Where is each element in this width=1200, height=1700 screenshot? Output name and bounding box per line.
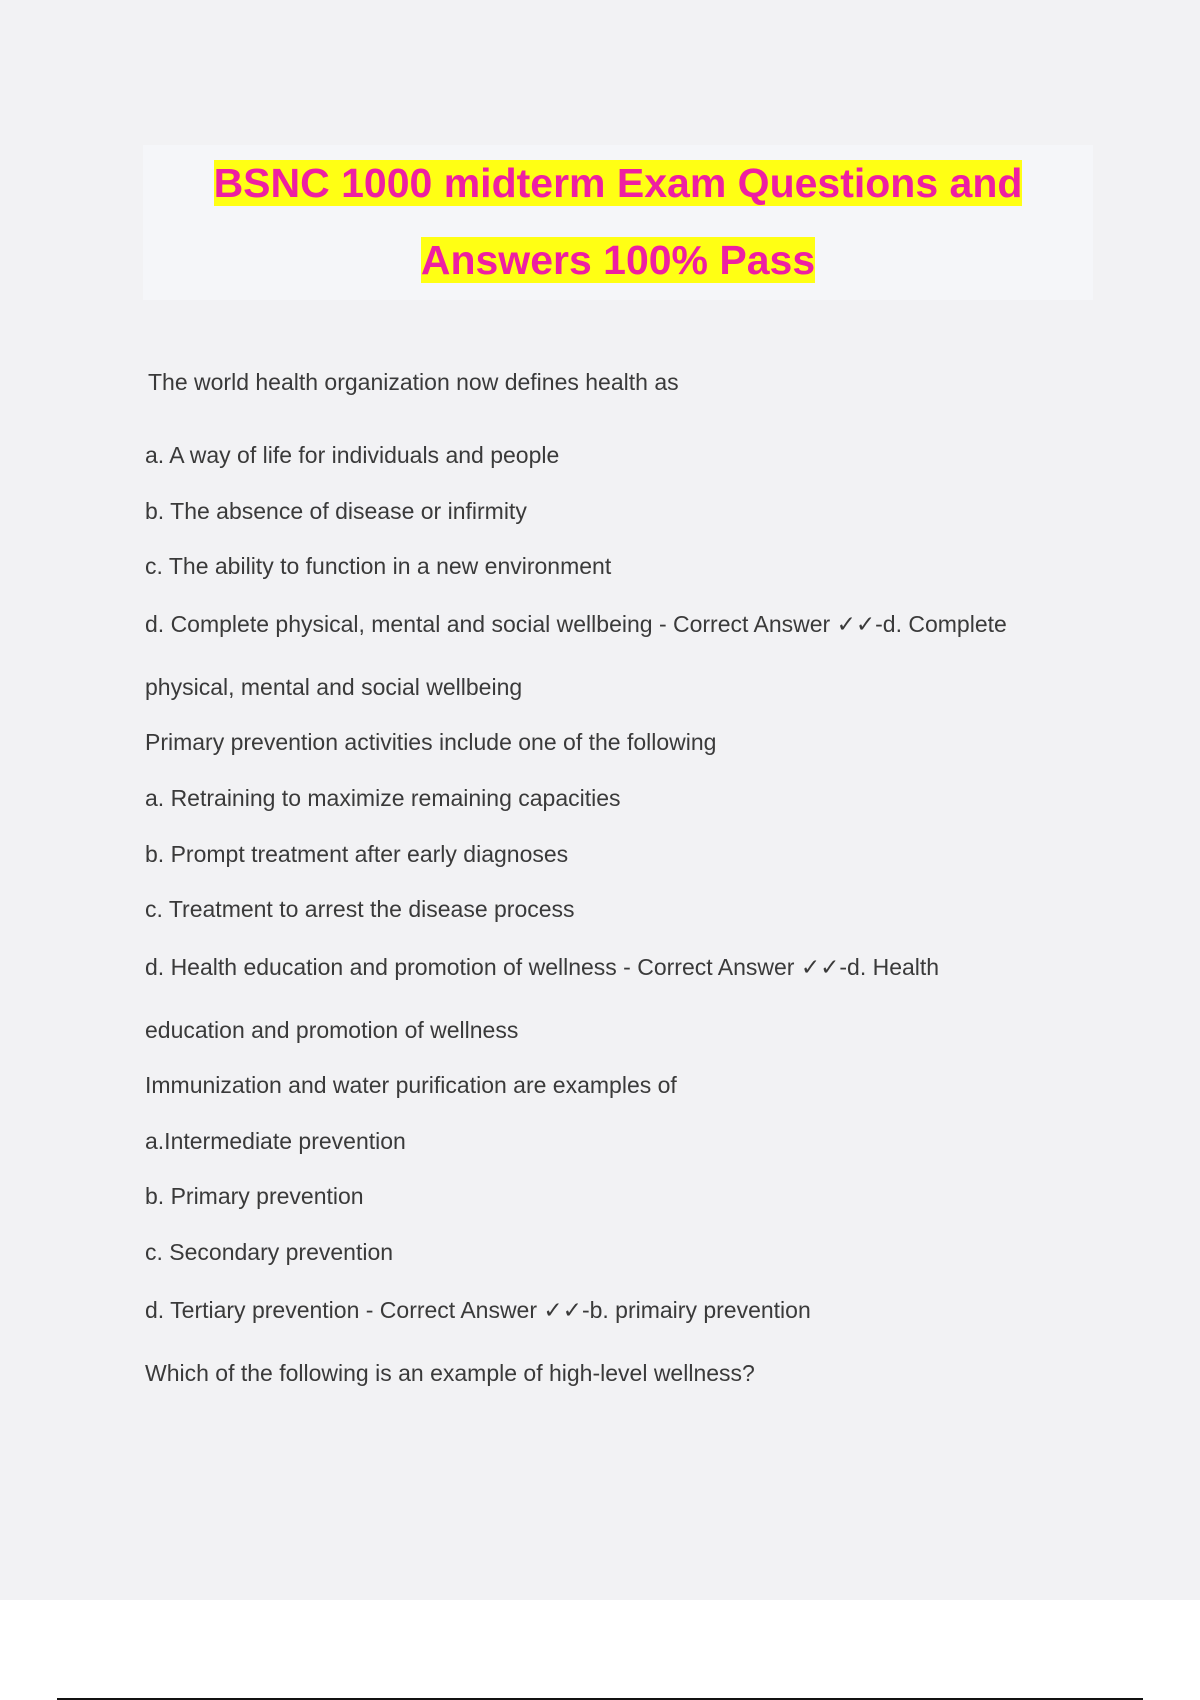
question-1-option-a: a. A way of life for individuals and people: [145, 442, 560, 468]
question-2-answer-continued: education and promotion of wellness: [145, 1017, 519, 1043]
question-3-option-a: a.Intermediate prevention: [145, 1128, 406, 1154]
question-2-option-c: c. Treatment to arrest the disease process: [145, 896, 575, 922]
question-1-option-c: c. The ability to function in a new environment: [145, 553, 612, 579]
question-3-option-b: b. Primary prevention: [145, 1183, 364, 1209]
question-3-option-d-answer: d. Tertiary prevention - Correct Answer ✓✓-b. primairy prevention: [145, 1297, 811, 1323]
question-3-option-c: c. Secondary prevention: [145, 1239, 394, 1265]
document-title: [143, 145, 1093, 300]
question-2-option-d-answer: d. Health education and promotion of wellness - Correct Answer ✓✓-d. Health: [145, 954, 940, 980]
question-1-text: The world health organization now defines health as: [148, 369, 679, 395]
title-line-1: BSNC 1000 midterm Exam Questions and: [213, 160, 1023, 206]
title-line-1-wrap: [143, 145, 1093, 222]
question-2-option-a: a. Retraining to maximize remaining capacities: [145, 785, 621, 811]
question-1-answer-continued: physical, mental and social wellbeing: [145, 674, 523, 700]
question-3-text: Immunization and water purification are examples of: [145, 1072, 677, 1098]
question-1-option-d-answer: d. Complete physical, mental and social wellbeing - Correct Answer ✓✓-d. Complete: [145, 611, 1007, 637]
question-2-text: Primary prevention activities include one of the following: [145, 729, 717, 755]
question-1-option-b: b. The absence of disease or infirmity: [145, 498, 527, 524]
question-2-option-b: b. Prompt treatment after early diagnoses: [145, 841, 569, 867]
question-4-text: Which of the following is an example of high-level wellness?: [145, 1360, 755, 1386]
title-line-2: Answers 100% Pass: [420, 237, 816, 283]
title-line-2-wrap: [143, 222, 1093, 299]
